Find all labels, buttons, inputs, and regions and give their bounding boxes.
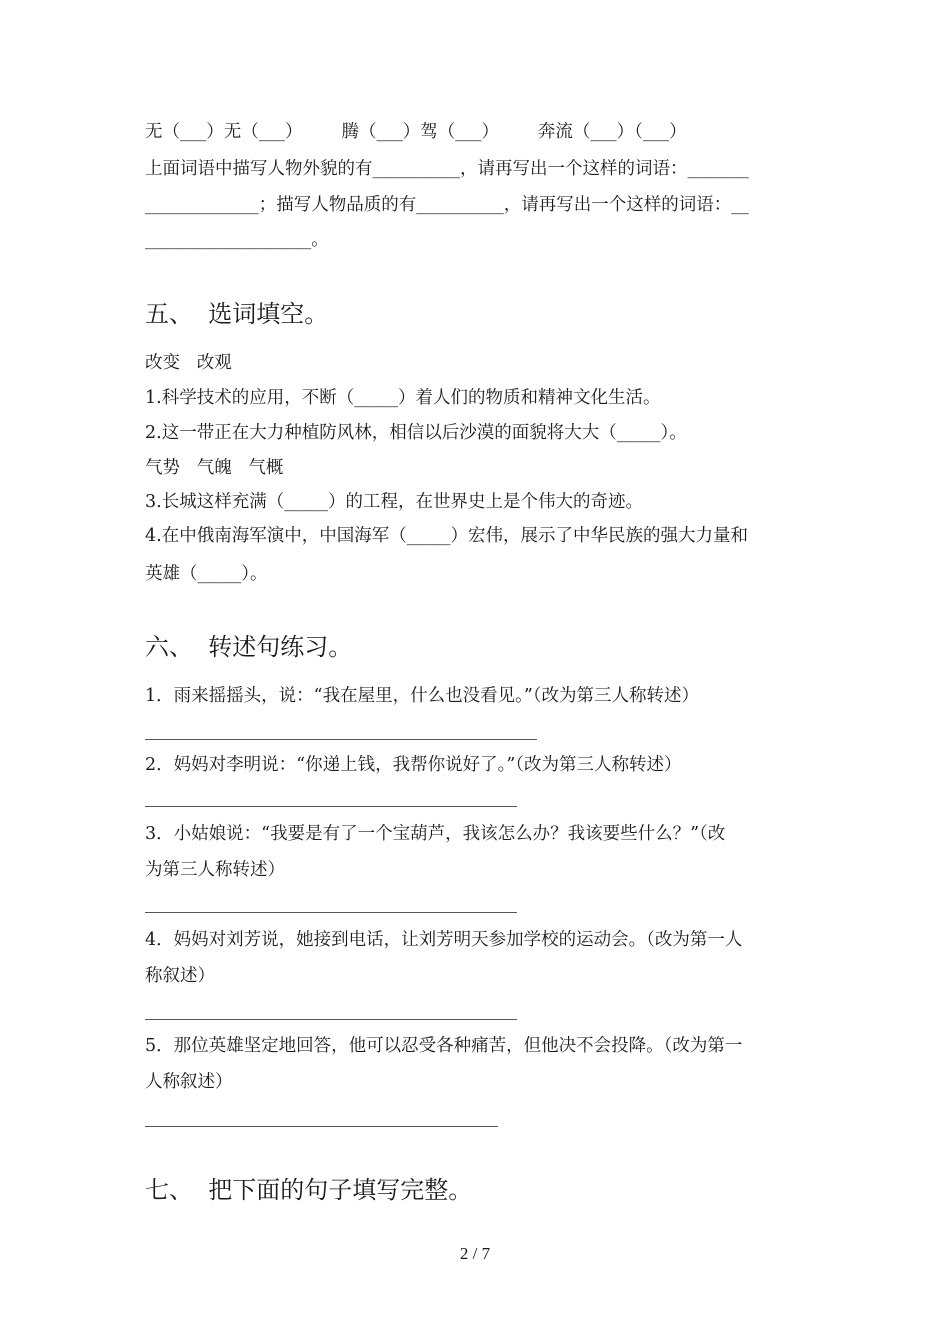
page-number: 2 / 7 [459, 1244, 491, 1263]
question-5-continued: 人称叙述） [145, 1072, 233, 1092]
answer-line[interactable] [145, 912, 517, 913]
question-1: 1.科学技术的应用，不断（_____）着人们的物质和精神文化生活。 [145, 388, 661, 408]
word-fill-line: 无（___）无（___） 腾（___）驾（___） 奔流（___）（___） [145, 122, 687, 142]
question-3: 3．小姑娘说：“我要是有了一个宝葫芦，我该怎么办？我该要些什么？”（改 [145, 824, 726, 844]
section-heading: 七、 把下面的句子填写完整。 [145, 1176, 473, 1204]
question-2: 2．妈妈对李明说：“你递上钱，我帮你说好了。”（改为第三人称转述） [145, 755, 682, 775]
word-choices: 气势 气魄 气概 [145, 458, 284, 478]
question-3: 3.长城这样充满（_____）的工程，在世界史上是个伟大的奇迹。 [145, 492, 643, 512]
paragraph-line: ___________________。 [145, 230, 329, 250]
answer-line[interactable] [145, 1019, 517, 1020]
question-4: 4．妈妈对刘芳说，她接到电话，让刘芳明天参加学校的运动会。（改为第一人 [145, 930, 743, 950]
answer-line[interactable] [145, 806, 517, 807]
word-choices: 改变 改观 [145, 353, 232, 373]
question-4-continued: 称叙述） [145, 966, 215, 986]
question-4-continued: 英雄（_____）。 [145, 564, 268, 584]
paragraph-line: _____________；描写人物品质的有__________，请再写出一个这样的词语：__ [145, 195, 749, 215]
section-heading: 六、 转述句练习。 [145, 633, 353, 661]
question-1: 1．雨来摇摇头，说：“我在屋里，什么也没看见。”（改为第三人称转述） [145, 686, 700, 706]
question-5: 5．那位英雄坚定地回答，他可以忍受各种痛苦，但他决不会投降。（改为第一 [145, 1036, 743, 1056]
section-heading: 五、 选词填空。 [145, 300, 329, 328]
question-3-continued: 为第三人称转述） [145, 860, 285, 880]
question-2: 2.这一带正在大力种植防风林，相信以后沙漠的面貌将大大（_____）。 [145, 423, 687, 443]
paragraph-line: 上面词语中描写人物外貌的有__________，请再写出一个这样的词语：_______ [145, 159, 749, 179]
question-4: 4.在中俄南海军演中，中国海军（_____）宏伟，展示了中华民族的强大力量和 [145, 526, 748, 546]
answer-line[interactable] [145, 739, 537, 740]
answer-line[interactable] [145, 1126, 498, 1127]
